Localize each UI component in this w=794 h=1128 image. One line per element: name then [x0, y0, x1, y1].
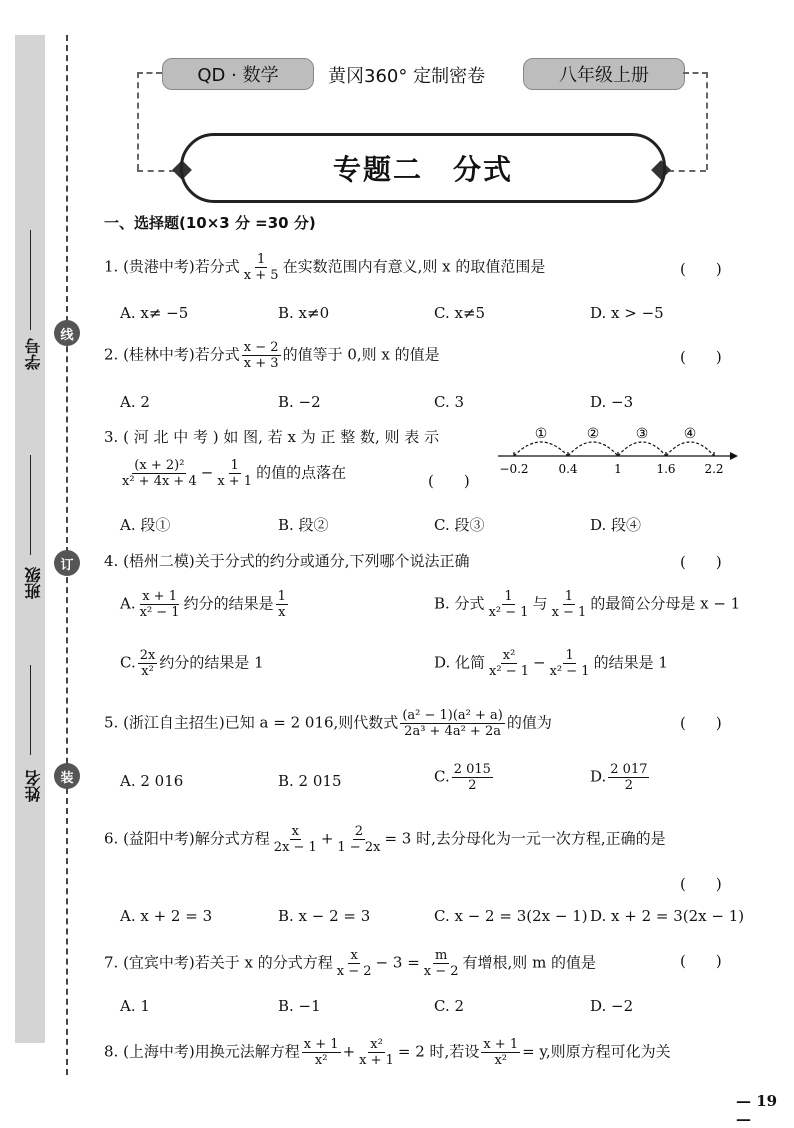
axis-label: 2.2: [704, 462, 724, 476]
binding-mark-line: 线: [54, 320, 80, 346]
binding-mark-bind: 装: [54, 763, 80, 789]
q7-option-b[interactable]: B. −1: [278, 997, 321, 1015]
q1-option-a[interactable]: A. x≠ −5: [120, 304, 189, 322]
binding-mark-staple: 订: [54, 550, 80, 576]
name-blank: [30, 665, 31, 755]
q6-option-a[interactable]: A. x + 2 = 3: [120, 907, 213, 925]
q3-stem-line1: 3. ( 河 北 中 考 ) 如 图, 若 x 为 正 整 数, 则 表 示: [104, 428, 440, 446]
q4-option-a[interactable]: A. $\frac{x + 1}{\text{x² − 1}}$ 约分的结果是 $\frac{1}{x}$: [120, 589, 286, 620]
q6-option-c[interactable]: C. x − 2 = 3(2x − 1): [434, 907, 588, 925]
axis-label: 0.4: [558, 462, 578, 476]
grade-pill: 八年级上册: [523, 58, 685, 90]
q2-answer-bracket[interactable]: ( ): [680, 348, 722, 366]
series-title: 黄冈360° 定制密卷: [328, 66, 486, 87]
axis-label: 1.6: [656, 462, 676, 476]
header-dash-left-v: [137, 72, 139, 170]
header-dash-left-h: [137, 170, 175, 172]
header-dash-right-h: [668, 170, 706, 172]
student-id-label: 学号: [24, 338, 43, 370]
q3-option-a[interactable]: A. 段①: [120, 516, 171, 534]
q5-answer-bracket[interactable]: ( ): [680, 714, 722, 732]
q5-stem: 5. (浙江自主招生)已知 a = 2 016,则代数式 $\frac{\text{(a² − 1)(a² + a)}}{\text{2a³ + 4a² + 2a}}$ 的值为: [104, 708, 552, 739]
name-label: 姓名: [24, 770, 43, 802]
class-blank: [30, 455, 31, 555]
q7-option-c[interactable]: C. 2: [434, 997, 465, 1015]
q2-option-c[interactable]: C. 3: [434, 393, 465, 411]
header-dash-left: [137, 72, 162, 74]
q3-answer-bracket[interactable]: ( ): [428, 472, 470, 490]
q1-stem: 1. (贵港中考)若分式 $\frac{1}{x + 5}$ 在实数范围内有意义,则 x 的取值范围是: [104, 252, 546, 283]
q5-option-b[interactable]: B. 2 015: [278, 772, 342, 790]
q1-option-b[interactable]: B. x≠0: [278, 304, 330, 322]
q5-option-c[interactable]: C. $\frac{2 015}{2}$: [434, 762, 491, 793]
header-dash-right: [683, 72, 708, 74]
q6-option-d[interactable]: D. x + 2 = 3(2x − 1): [590, 907, 745, 925]
q6-answer-bracket[interactable]: ( ): [680, 875, 722, 893]
q2-stem: 2. (桂林中考)若分式 $\frac{x - 2}{x + 3}$ 的值等于 0,则 x 的值是: [104, 340, 440, 371]
q7-stem: 7. (宜宾中考)若关于 x 的分式方程 $\frac{x}{x - 2}$ − 3 = $\frac{m}{x - 2}$ 有增根,则 m 的值是: [104, 948, 597, 979]
q7-option-a[interactable]: A. 1: [120, 997, 150, 1015]
q4-option-b[interactable]: B. 分式 $\frac{1}{\text{x² − 1}}$ 与 $\frac{1}{x - 1}$ 的最简公分母是 x − 1: [434, 589, 741, 620]
section-heading: 一、选择题(10×3 分 =30 分): [104, 214, 316, 232]
q4-stem: 4. (梧州二模)关于分式的约分或通分,下列哪个说法正确: [104, 552, 470, 570]
axis-label: 1: [614, 462, 622, 476]
q5-option-a[interactable]: A. 2 016: [120, 772, 184, 790]
q3-number-line: [494, 420, 740, 480]
student-id-blank: [30, 230, 31, 330]
segment-4: ④: [683, 426, 697, 442]
q1-answer-bracket[interactable]: ( ): [680, 260, 722, 278]
q4-option-d[interactable]: D. 化简 $\frac{\text{x²}}{\text{x² − 1}}$ − $\frac{1}{\text{x² − 1}}$ 的结果是 1: [434, 648, 668, 679]
header-dash-right-v: [706, 72, 708, 170]
q3-stem-line2: $\frac{\text{(x + 2)²}}{\text{x² + 4x + 4}}$ − $\frac{1}{x + 1}$ 的值的点落在: [122, 458, 347, 489]
q1-option-d[interactable]: D. x > −5: [590, 304, 664, 322]
q1-option-c[interactable]: C. x≠5: [434, 304, 486, 322]
q3-option-d[interactable]: D. 段④: [590, 516, 642, 534]
segment-1: ①: [534, 426, 548, 442]
subject-pill: QD · 数学: [162, 58, 314, 90]
q6-stem: 6. (益阳中考)解分式方程 $\frac{x}{2x - 1}$ + $\frac{2}{1 - 2x}$ = 3 时,去分母化为一元一次方程,正确的是: [104, 824, 666, 855]
class-label: 班级: [24, 567, 43, 599]
q2-option-a[interactable]: A. 2: [120, 393, 150, 411]
q3-option-b[interactable]: B. 段②: [278, 516, 329, 534]
q4-option-c[interactable]: C. $\frac{2x}{\text{x²}}$ 约分的结果是 1: [120, 648, 264, 679]
q6-option-b[interactable]: B. x − 2 = 3: [278, 907, 371, 925]
q4-answer-bracket[interactable]: ( ): [680, 553, 722, 571]
q7-option-d[interactable]: D. −2: [590, 997, 634, 1015]
segment-2: ②: [586, 426, 600, 442]
segment-3: ③: [635, 426, 649, 442]
page-number: — 19 —: [736, 1092, 778, 1128]
q8-stem: 8. (上海中考)用换元法解方程 $\frac{x + 1}{\text{x²}}$ + $\frac{\text{x²}}{x + 1}$ = 2 时,若设 $\frac{x + 1}{\text{x²}}$ = y,则原方程可化为关: [104, 1037, 671, 1068]
axis-label: −0.2: [499, 462, 529, 476]
q5-option-d[interactable]: D. $\frac{2 017}{2}$: [590, 762, 648, 793]
q2-option-b[interactable]: B. −2: [278, 393, 321, 411]
q2-option-d[interactable]: D. −3: [590, 393, 634, 411]
q3-option-c[interactable]: C. 段③: [434, 516, 485, 534]
q7-answer-bracket[interactable]: ( ): [680, 952, 722, 970]
topic-title: 专题二 分式: [180, 133, 666, 203]
